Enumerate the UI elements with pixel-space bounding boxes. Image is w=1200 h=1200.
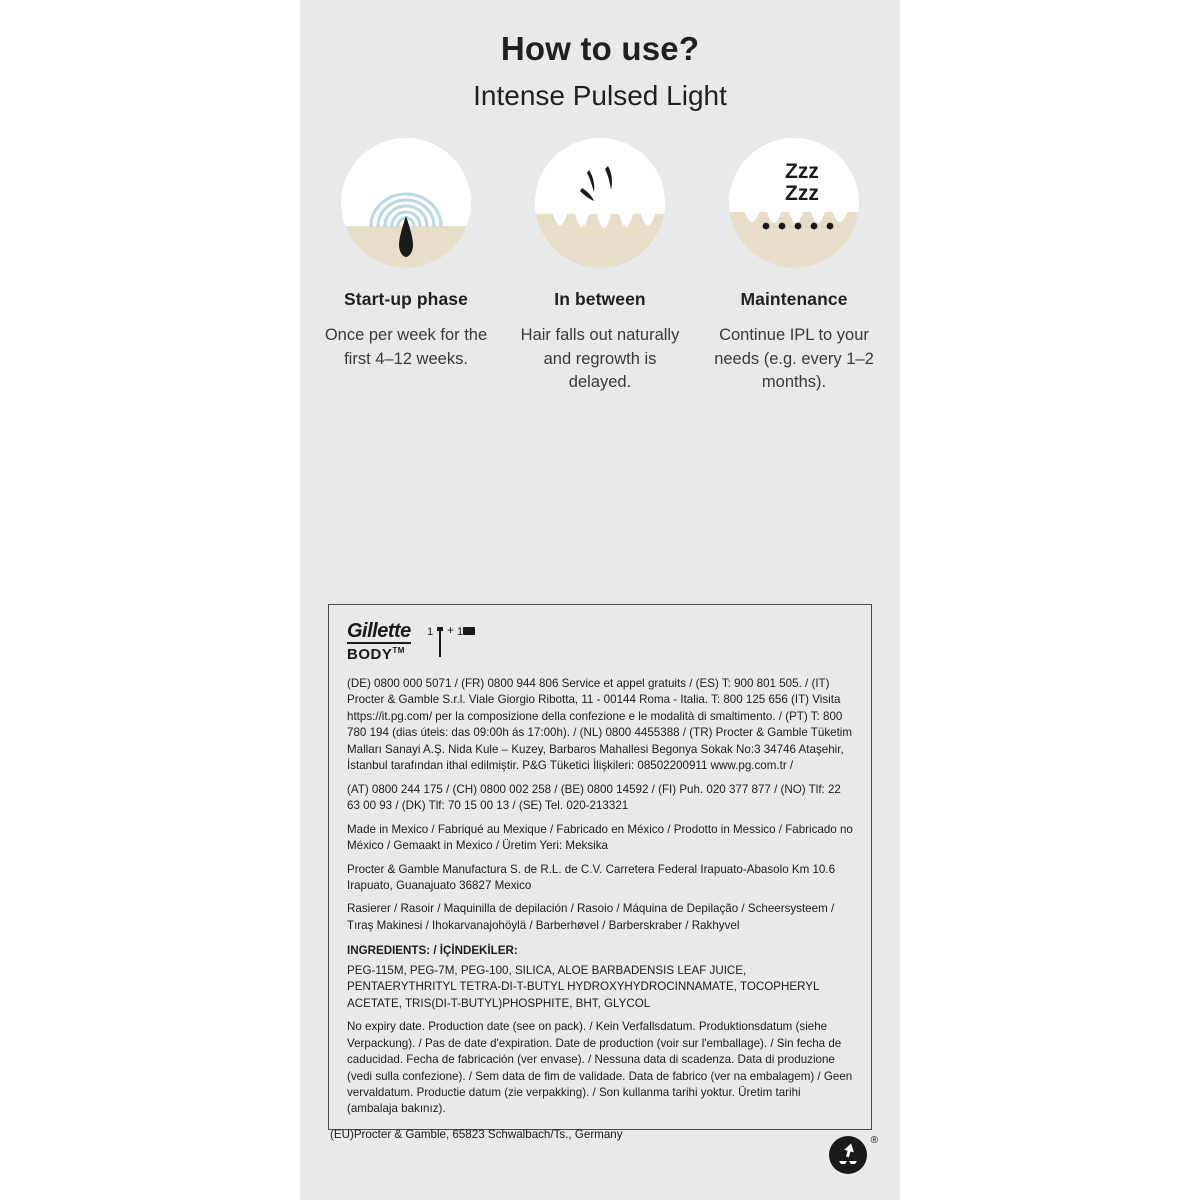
brand-row [347, 621, 853, 662]
step-title: Start-up phase [344, 289, 468, 310]
ingredients-list: PEG-115M, PEG-7M, PEG-100, SILICA, ALOE BARBADENSIS LEAF JUICE, PENTAERYTHRITYL TETRA-DI-T-BUTYL HYDROXYHYDROCINNAMATE, TOCOPHERYL ACETATE, TRIS(DI-T-BUTYL)PHOSPHITE, BHT, GLYCOL [347, 963, 819, 1010]
legal-information-box [328, 604, 872, 1130]
step-description: Hair falls out naturally and regrowth is delayed. [520, 326, 680, 391]
step-start-up-phase [313, 138, 499, 394]
step-maintenance [701, 138, 887, 394]
svg-text:1: 1 [456, 626, 463, 638]
svg-text:1: 1 [426, 626, 433, 638]
ipl-pulse-skin-icon [341, 138, 471, 268]
manufacturer-line: Procter & Gamble Manufactura S. de R.L. de C.V. Carretera Federal Irapuato-Abasolo Km 10.6 Irapuato, Guanajuato 36827 Mexico [347, 862, 836, 892]
razor-plus-cartridge-icon [427, 621, 479, 661]
brand-sub-label: BODY™ [347, 646, 405, 663]
steps-row [300, 138, 900, 394]
zzz-label-bottom: Zzz [785, 182, 819, 206]
hair-falling-out-icon [535, 138, 665, 268]
how-to-use-section [300, 0, 900, 394]
step-title: Maintenance [740, 289, 848, 310]
expiry-note: No expiry date. Production date (see on pack). / Kein Verfallsdatum. Produktionsdatum (siehe Verpackung). / Pas de date d'expiration. Date de production (voir sur l'emballage). / Sin fecha de caducidad. Fecha de fabricación (ver envase). / Nessuna data di scadenza. Data di produzione (vedi sulla confezione). / Sem data de fim de validade. Data de fabrico (ver na embalagem) / Geen vervaldatum. Productie datum (zie verpakking). / Son kullanma tarihi yoktur. Üretim tarihi (ambalaja bakınız). [347, 1020, 853, 1116]
ingredients-heading: INGREDIENTS: / İÇİNDEKİLER: [347, 944, 518, 958]
recycling-mobius-icon [828, 1135, 878, 1175]
step-title: In between [554, 289, 646, 310]
step-description: Once per week for the first 4–12 weeks. [324, 326, 488, 368]
registered-mark: ® [870, 1135, 878, 1146]
contact-numbers-2: (AT) 0800 244 175 / (CH) 0800 002 258 / (BE) 0800 14592 / (FI) Puh. 020 377 877 / (NO) Tlf: 22 63 00 93 / (DK) Tlf: 70 15 00 13 / (SE) Tel. 020-213321 [347, 782, 841, 813]
page-title: How to use? [500, 30, 700, 67]
zzz-label-top: Zzz [785, 160, 819, 184]
svg-text:+: + [446, 623, 454, 637]
package-back-panel [300, 0, 900, 1200]
step-in-between [507, 138, 693, 394]
brand-logo [347, 621, 411, 662]
step-description: Continue IPL to your needs (e.g. every 1–2 months). [714, 326, 874, 391]
brand-name: Gillette [347, 620, 411, 642]
page-subtitle: Intense Pulsed Light [473, 79, 727, 111]
made-in-line: Made in Mexico / Fabriqué au Mexique / Fabricado en México / Prodotto in Messico / Fabricado no México / Gemaakt in Mexico / Üretim Yeri: Meksika [347, 822, 853, 853]
contact-numbers-1: (DE) 0800 000 5071 / (FR) 0800 944 806 Service et appel gratuits / (ES) T: 900 801 505. / (IT) Procter & Gamble S.r.l. Viale Giorgio Ribotta, 11 - 00144 Roma - Italia. T: 800 125 656 (IT) Visita https://it.pg.com/ per la composizione della confezione e le modalità di smaltimento. / (PT) T: 800 780 194 (dias úteis: das 09:00h ás 17:00h). / (NL) 0800 4455388 / (TR) Procter & Gamble Tüketim Malları Sanayi A.Ş. Nida Kule – Kuzey, Barbaros Mahallesi Begonya Sokak No:3 34746 Ataşehir, İstanbul tarafından ithal edilmiştir. P&G Tüketici İlişkileri: 08502200911 www.pg.com.tr / [347, 677, 853, 773]
dormant-follicles-zzz-icon [729, 138, 859, 268]
eu-address-line: (EU)Procter & Gamble, 65823 Schwalbach/Ts., Germany [330, 1128, 623, 1141]
product-name-line: Rasierer / Rasoir / Maquinilla de depilación / Rasoio / Máquina de Depilação / Scheersysteem / Tıraş Makinesi / Ihokarvanajohöylä / Barberhøvel / Barberskraber / Rakhyvel [347, 902, 835, 932]
legal-text [347, 676, 853, 1118]
